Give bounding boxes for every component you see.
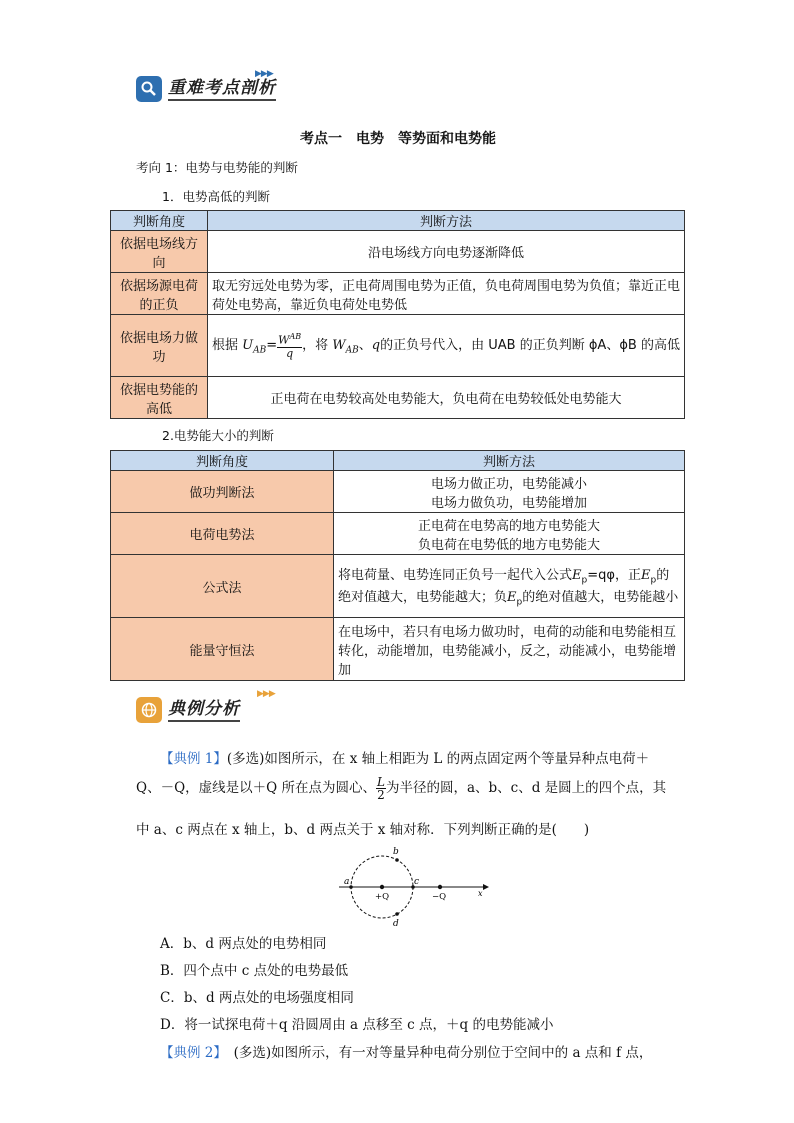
row-method: 电场力做正功，电势能减小 电场力做负功，电势能增加 — [334, 471, 685, 513]
row-method: 正电荷在电势较高处电势能大，负电荷在电势较低处电势能大 — [208, 377, 685, 419]
option-b: B．四个点中 c 点处的电势最低 — [160, 963, 349, 979]
search-icon — [136, 76, 162, 102]
row-method: 将电荷量、电势连同正负号一起代入公式$E_p=q\varphi$，正$E_p$的绝对值越大，电势能越大；负$E_p$的绝对值越大，电势能越小 — [334, 555, 685, 618]
option-a: A．b、d 两点处的电势相同 — [160, 936, 327, 952]
globe-icon — [136, 697, 162, 723]
label-b: b — [393, 847, 399, 857]
row-angle: 依据场源电荷的正负 — [111, 273, 208, 315]
column-header: 判断方法 — [208, 211, 685, 231]
row-method: 在电场中，若只有电场力做功时，电荷的动能和电势能相互转化，动能增加，电势能减小，反之，动能减小，电势能增加 — [334, 618, 685, 681]
row-method-formula: 根据 $U_{AB}=$ $\frac{W^{AB}}{q}$ ，将 $W_{AB}$、q的正负号代入，由 UAB 的正负判断 ϕA、ϕB 的高低 — [208, 315, 685, 377]
row-angle: 公式法 — [111, 555, 334, 618]
topic-title: 考点一 电势 等势面和电势能 — [300, 131, 496, 147]
column-header: 判断角度 — [111, 211, 208, 231]
section-badge-examples — [136, 697, 240, 723]
charge-circle-figure — [335, 843, 495, 933]
example1-line3: 中 a、c 两点在 x 轴上，b、d 两点关于 x 轴对称．下列判断正确的是( ) — [136, 822, 590, 838]
row-method: 取无穷远处电势为零，正电荷周围电势为正值，负电荷周围电势为负值；靠近正电荷处电势高，靠近负电荷处电势低 — [208, 273, 685, 315]
label-positive-q: +Q — [375, 892, 390, 902]
label-x: x — [478, 889, 483, 898]
label-a: a — [344, 877, 350, 887]
potential-judgement-table — [110, 210, 685, 419]
section-heading: 重难考点剖析 — [168, 78, 276, 101]
table-row — [111, 471, 685, 513]
subtopic-label: 考向 1：电势与电势能的判断 — [136, 160, 298, 175]
label-d: d — [393, 919, 399, 929]
arrows-decoration-icon: ▶▶▶ — [255, 69, 273, 79]
example1-line1: 【典例 1】(多选)如图所示，在 x 轴上相距为 L 的两点固定两个等量异种点电荷＋ — [160, 751, 650, 767]
section-heading: 典例分析 — [168, 699, 240, 722]
table-row — [111, 377, 685, 419]
x-axis-arrow-icon — [483, 884, 489, 890]
part1-label: 1．电势高低的判断 — [162, 189, 270, 204]
point-b — [395, 858, 399, 862]
option-c: C．b、d 两点处的电场强度相同 — [160, 990, 354, 1006]
table-row — [111, 315, 685, 377]
fraction: $\frac{W^{AB}}{q}$ — [278, 332, 302, 360]
label-c: c — [414, 877, 420, 887]
fraction: $\frac{L}{2}$ — [377, 775, 385, 802]
row-angle: 做功判断法 — [111, 471, 334, 513]
point-a — [349, 885, 353, 889]
label-negative-q: −Q — [432, 892, 447, 902]
part2-label: 2.电势能大小的判断 — [162, 428, 274, 443]
table-header-row — [111, 211, 685, 231]
table-row — [111, 513, 685, 555]
row-angle: 能量守恒法 — [111, 618, 334, 681]
table-row — [111, 555, 685, 618]
table-row — [111, 618, 685, 681]
energy-judgement-table — [110, 450, 685, 681]
row-angle: 电荷电势法 — [111, 513, 334, 555]
row-method: 沿电场线方向电势逐渐降低 — [208, 231, 685, 273]
row-method: 正电荷在电势高的地方电势能大 负电荷在电势低的地方电势能大 — [334, 513, 685, 555]
column-header: 判断角度 — [111, 451, 334, 471]
section-badge-key-points — [136, 76, 276, 102]
point-d — [395, 912, 399, 916]
arrows-decoration-icon: ▶▶▶ — [257, 689, 275, 699]
positive-charge-point — [380, 885, 384, 889]
row-angle: 依据电势能的高低 — [111, 377, 208, 419]
table-row — [111, 231, 685, 273]
option-d: D．将一试探电荷＋q 沿圆周由 a 点移至 c 点，＋q 的电势能减小 — [160, 1017, 554, 1033]
table-header-row — [111, 451, 685, 471]
negative-charge-point — [438, 885, 442, 889]
row-angle: 依据电场力做功 — [111, 315, 208, 377]
column-header: 判断方法 — [334, 451, 685, 471]
row-angle: 依据电场线方向 — [111, 231, 208, 273]
example2-line1: 【典例 2】 (多选)如图所示，有一对等量异种电荷分别位于空间中的 a 点和 f 点， — [160, 1045, 653, 1061]
example1-line2: Q、－Q，虚线是以＋Q 所在点为圆心、 $\frac{L}{2}$ 为半径的圆，a、b、c、d 是圆上的四个点，其 — [136, 775, 667, 802]
table-row — [111, 273, 685, 315]
